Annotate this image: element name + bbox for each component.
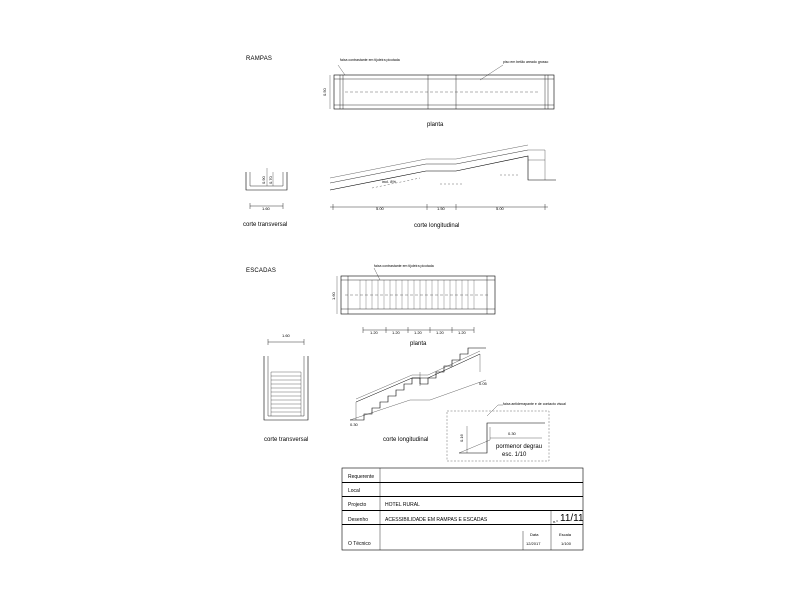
ramp-run-2: 5.00: [496, 206, 504, 211]
stairs-plan-dim-5: 1.20: [458, 330, 466, 335]
projecto-value: HOTEL RURAL: [385, 502, 420, 508]
ramp-note-contrast: faixa contrastante em tijoleira picotada: [340, 58, 400, 62]
ramp-transverse-section: [246, 168, 287, 209]
stairs-note-contrast: faixa contrastante em tijoleira picotada: [374, 264, 434, 268]
scale-label: Escala: [559, 532, 572, 537]
stairs-plan-dim-4: 1.20: [436, 330, 444, 335]
stairs-transverse-section: [264, 339, 308, 420]
stairs-plan-dim-3: 1.20: [414, 330, 422, 335]
step-detail-caption: pormenor degrau: [496, 444, 543, 450]
step-dim-tread: 0.30: [508, 431, 516, 436]
ramp-longitudinal-caption: corte longitudinal: [414, 223, 460, 229]
step-dim-riser: 0.16: [459, 434, 464, 442]
requerente-label: Requerente: [348, 474, 375, 480]
ramp-note-floor: piso em betão areado grosso: [503, 60, 549, 64]
projecto-label: Projecto: [348, 502, 367, 508]
desenho-value: ACESSIBILIDADE EM RAMPAS E ESCADAS: [385, 517, 488, 523]
stairs-longitudinal-section: [350, 348, 486, 420]
ramp-transverse-caption: corte transversal: [243, 222, 288, 228]
stairs-note-nonslip: faixa antiderrapante e de contacto visual: [503, 402, 566, 406]
ramp-slope-label: incl. 8%: [382, 179, 397, 184]
step-detail: [447, 405, 549, 461]
stairs-plan-caption: planta: [410, 341, 427, 347]
ramp-plan: [330, 65, 554, 109]
scale-value: 1/100: [561, 541, 572, 546]
local-label: Local: [348, 488, 360, 494]
stairs-dim-width: 1.60: [282, 333, 290, 338]
stairs-dim-handrail: 0.30: [350, 422, 358, 427]
ramp-run-1: 5.00: [376, 206, 384, 211]
stairs-dim-nosing: 0.05: [479, 381, 487, 386]
date-label: Data: [530, 532, 539, 537]
stairs-longitudinal-caption: corte longitudinal: [383, 437, 429, 443]
ramp-plan-dim-side: 0.50: [322, 88, 327, 96]
date-value: 12/2017: [526, 541, 541, 546]
tecnico-label: O Técnico: [348, 541, 371, 547]
ramp-dim-width: 1.60: [262, 206, 270, 211]
ramp-dim-height-a: 0.90: [261, 176, 266, 184]
ramps-title: RAMPAS: [246, 56, 273, 62]
ramp-plan-caption: planta: [427, 122, 444, 128]
ramp-dim-height-b: 0.70: [268, 176, 273, 184]
stairs-plan-dim-2: 1.20: [392, 330, 400, 335]
stairs-plan: [337, 268, 495, 333]
stairs-title: ESCADAS: [246, 268, 277, 274]
step-detail-scale: esc. 1/10: [502, 452, 527, 458]
stairs-plan-dim-width: 1.60: [331, 292, 336, 300]
sheet-number: 11/11: [560, 513, 584, 524]
desenho-label: Desenho: [348, 517, 369, 523]
sheet-prefix: n.º: [553, 519, 558, 524]
title-block: [342, 468, 583, 550]
ramp-landing: 1.50: [437, 206, 445, 211]
ramp-longitudinal-section: [330, 145, 556, 210]
stairs-plan-dim-1: 1.20: [370, 330, 378, 335]
stairs-transverse-caption: corte transversal: [264, 437, 309, 443]
